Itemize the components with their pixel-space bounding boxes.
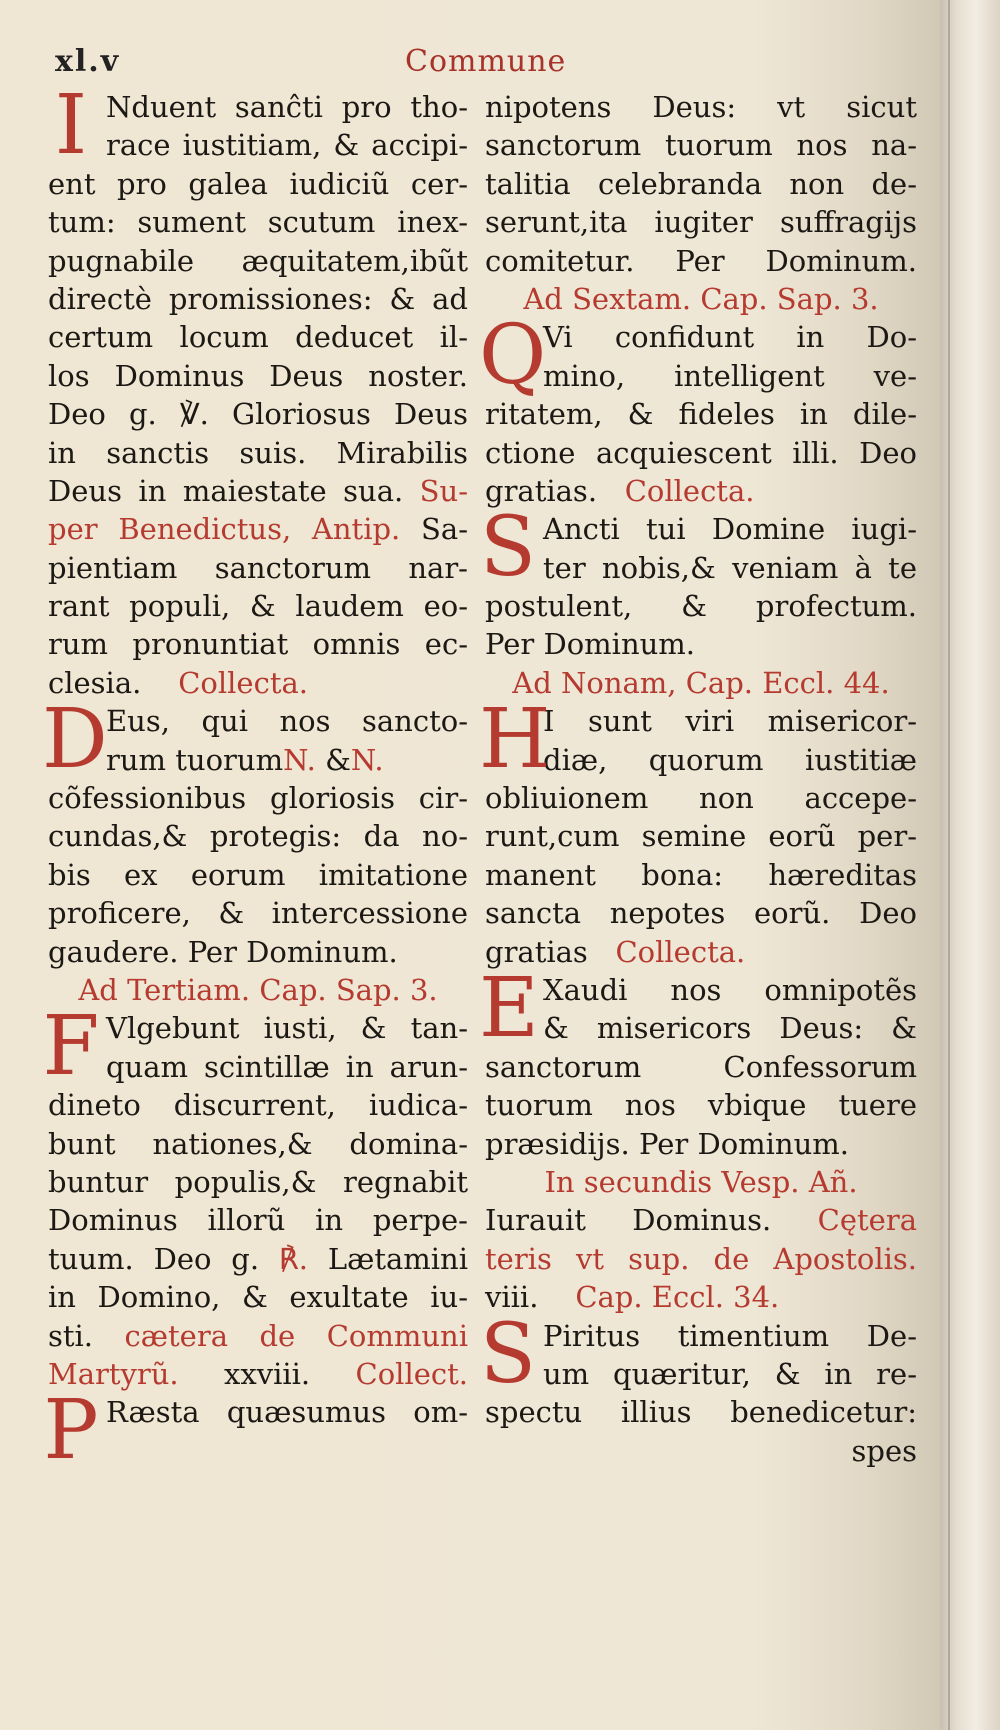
text-line: sanctorum tuorum nos na-: [485, 128, 917, 163]
right-block-4: [479, 692, 917, 971]
text-line: directè promissiones: & ad: [48, 281, 468, 316]
rubric-fragment: Su-: [419, 473, 469, 508]
text-line: in sanctis suis. Mirabilis: [48, 435, 468, 470]
text-line: obliuionem non accepe-: [485, 781, 917, 816]
text-line: tuorum nos vbique tuere: [485, 1088, 917, 1123]
text-line: Nduent sanĉti pro tho-: [106, 90, 468, 124]
text-line: & misericors Deus: &: [543, 1011, 917, 1046]
text-line: [485, 933, 917, 971]
rubric-fragment: N.: [350, 742, 384, 777]
text-fragment: Iurauit Dominus.: [485, 1203, 772, 1238]
drop-initial: S: [479, 500, 537, 596]
drop-initial: D: [42, 692, 108, 788]
left-block-4: [43, 1383, 468, 1479]
text-fragment: Deus in maiestate sua.: [48, 473, 404, 508]
rubric-line: teris vt sup. de Apostolis.: [485, 1241, 917, 1276]
text-line: Piritus timentium De-: [543, 1318, 917, 1353]
text-line: Xaudi nos omnipotẽs: [543, 972, 917, 1007]
text-fragment: clesia.: [48, 665, 142, 700]
text-line: cundas,& protegis: da no-: [48, 819, 468, 854]
drop-initial: P: [43, 1383, 99, 1479]
text-line: [485, 1278, 917, 1316]
rubric-heading: Ad Sextam. Cap. Sap. 3.: [523, 281, 879, 316]
text-line: Dominus illorũ in perpe-: [48, 1203, 468, 1238]
left-block-2: [42, 692, 468, 971]
right-column: [479, 88, 917, 1470]
right-block-5: [479, 960, 917, 1163]
rubric-collecta: Collect.: [355, 1356, 468, 1391]
rubric-heading: In secundis Vesp. Añ.: [544, 1164, 858, 1199]
text-line: um quæritur, & in re-: [543, 1356, 917, 1391]
rubric-chapter: Cap. Eccl. 34.: [575, 1280, 780, 1315]
text-line: bis ex eorum imitatione: [48, 857, 468, 892]
text-line: [48, 472, 468, 510]
text-line: pientiam sanctorum nar-: [48, 550, 468, 585]
text-line: præsidijs. Per Dominum.: [485, 1126, 850, 1161]
text-line: manent bona: hæreditas: [485, 857, 917, 892]
drop-initial: H: [479, 692, 551, 788]
text-line: [485, 1201, 917, 1239]
text-line: Deo g. ℣. Gloriosus Deus: [48, 397, 468, 432]
text-line: [48, 1355, 468, 1393]
response-symbol: ℟.: [278, 1241, 308, 1276]
text-line: dineto discurrent, iudica-: [48, 1088, 468, 1123]
rubric-fragment: cætera de Communi: [124, 1318, 468, 1353]
text-line: sanctorum Confessorum: [485, 1049, 917, 1084]
text-line: talitia celebranda non de-: [485, 166, 917, 201]
text-fragment: &: [325, 742, 351, 777]
text-line: tum: sument scutum inex-: [48, 205, 468, 240]
right-block-6: [479, 1306, 917, 1432]
catchword: spes: [851, 1433, 917, 1468]
rubric-fragment: N.: [283, 742, 316, 777]
text-line: ter nobis,& veniam à te: [543, 550, 917, 585]
text-fragment: gratias: [485, 934, 588, 969]
page-edge-stack: [940, 0, 1000, 1730]
text-line: Ancti tui Domine iugi-: [543, 512, 917, 547]
rubric-collecta: Collecta.: [178, 665, 308, 700]
rubric-antiphon: per Benedictus, Antip.: [48, 512, 401, 547]
text-fragment: viii.: [485, 1280, 539, 1315]
rubric-collecta: Collecta.: [624, 473, 755, 508]
text-fragment: tuum. Deo g.: [48, 1241, 260, 1276]
text-line: spectu illius benedicetur:: [485, 1395, 917, 1430]
rubric-fragment: Cętera: [817, 1203, 917, 1238]
text-line: race iustitiam, & accipi-: [106, 128, 468, 163]
text-line: Per Dominum.: [485, 627, 696, 662]
text-line: gaudere. Per Dominum.: [48, 934, 398, 969]
text-line: rum pronuntiat omnis ec-: [48, 627, 468, 662]
drop-initial: F: [42, 999, 100, 1095]
text-line: [48, 664, 468, 702]
text-line: comitetur. Per Dominum.: [485, 243, 917, 278]
text-line: Vi confidunt in Do-: [543, 320, 917, 355]
text-line: ctione acquiescent illi. Deo: [485, 435, 917, 470]
text-line: runt,cum semine eorũ per-: [485, 819, 917, 854]
rubric-collecta: Collecta.: [615, 934, 746, 969]
text-line: ent pro galea iudiciũ cer-: [48, 166, 468, 201]
text-fragment: sti.: [48, 1318, 94, 1353]
right-block-2: [479, 308, 917, 510]
rubric-heading: Ad Tertiam. Cap. Sap. 3.: [78, 972, 438, 1007]
text-line: postulent, & profectum.: [485, 589, 917, 624]
text-line: serunt,ita iugiter suffragijs: [485, 205, 917, 240]
drop-initial: E: [479, 960, 539, 1056]
text-line: I sunt viri misericor-: [543, 704, 917, 739]
text-line: ritatem, & fideles in dile-: [485, 397, 917, 432]
text-line: Vlgebunt iusti, & tan-: [106, 1011, 468, 1046]
text-line: [485, 472, 917, 510]
right-block-3: [479, 500, 917, 664]
rubric-fragment: Martyrũ.: [48, 1356, 179, 1391]
left-block-3: [42, 999, 468, 1393]
left-column: [42, 78, 469, 1479]
rubric-heading: Ad Nonam, Cap. Eccl. 44.: [512, 665, 890, 700]
text-line: buntur populis,& regnabit: [48, 1164, 468, 1199]
text-line: Ræsta quæsumus om-: [106, 1395, 468, 1430]
text-line: [48, 510, 468, 548]
text-line: in Domino, & exultate iu-: [48, 1280, 468, 1315]
text-fragment: gratias.: [485, 473, 598, 508]
text-line: diæ, quorum iustitiæ: [543, 742, 917, 777]
text-line: mino, intelligent ve-: [543, 358, 917, 393]
left-block-1: [48, 78, 469, 702]
text-line: Eus, qui nos sancto-: [106, 704, 468, 739]
text-line: nipotens Deus: vt sicut: [485, 90, 917, 124]
text-fragment: rum tuorum: [106, 742, 284, 777]
text-fragment: Sa-: [421, 512, 468, 547]
text-fragment: Lætamini: [327, 1241, 468, 1276]
text-line: los Dominus Deus noster.: [48, 358, 468, 393]
text-line: [48, 741, 468, 779]
running-title: Commune: [405, 44, 567, 79]
text-line: [48, 1317, 468, 1355]
drop-initial: I: [54, 78, 88, 173]
text-line: cõfessionibus gloriosis cir-: [48, 781, 468, 816]
text-fragment: xxviii.: [224, 1356, 311, 1391]
text-line: pugnabile æquitatem,ibũt: [48, 243, 468, 278]
folio-number: xl.v: [55, 44, 121, 79]
text-line: proficere, & intercessione: [48, 896, 468, 931]
text-line: certum locum deducet il-: [48, 320, 468, 355]
text-line: sancta nepotes eorũ. Deo: [485, 896, 917, 931]
text-line: [48, 1240, 468, 1278]
text-line: rant populi, & laudem eo-: [48, 589, 468, 624]
drop-initial: Q: [479, 308, 547, 404]
text-line: bunt nationes,& domina-: [48, 1126, 468, 1161]
text-line: quam scintillæ in arun-: [106, 1049, 468, 1084]
drop-initial: S: [479, 1306, 537, 1402]
